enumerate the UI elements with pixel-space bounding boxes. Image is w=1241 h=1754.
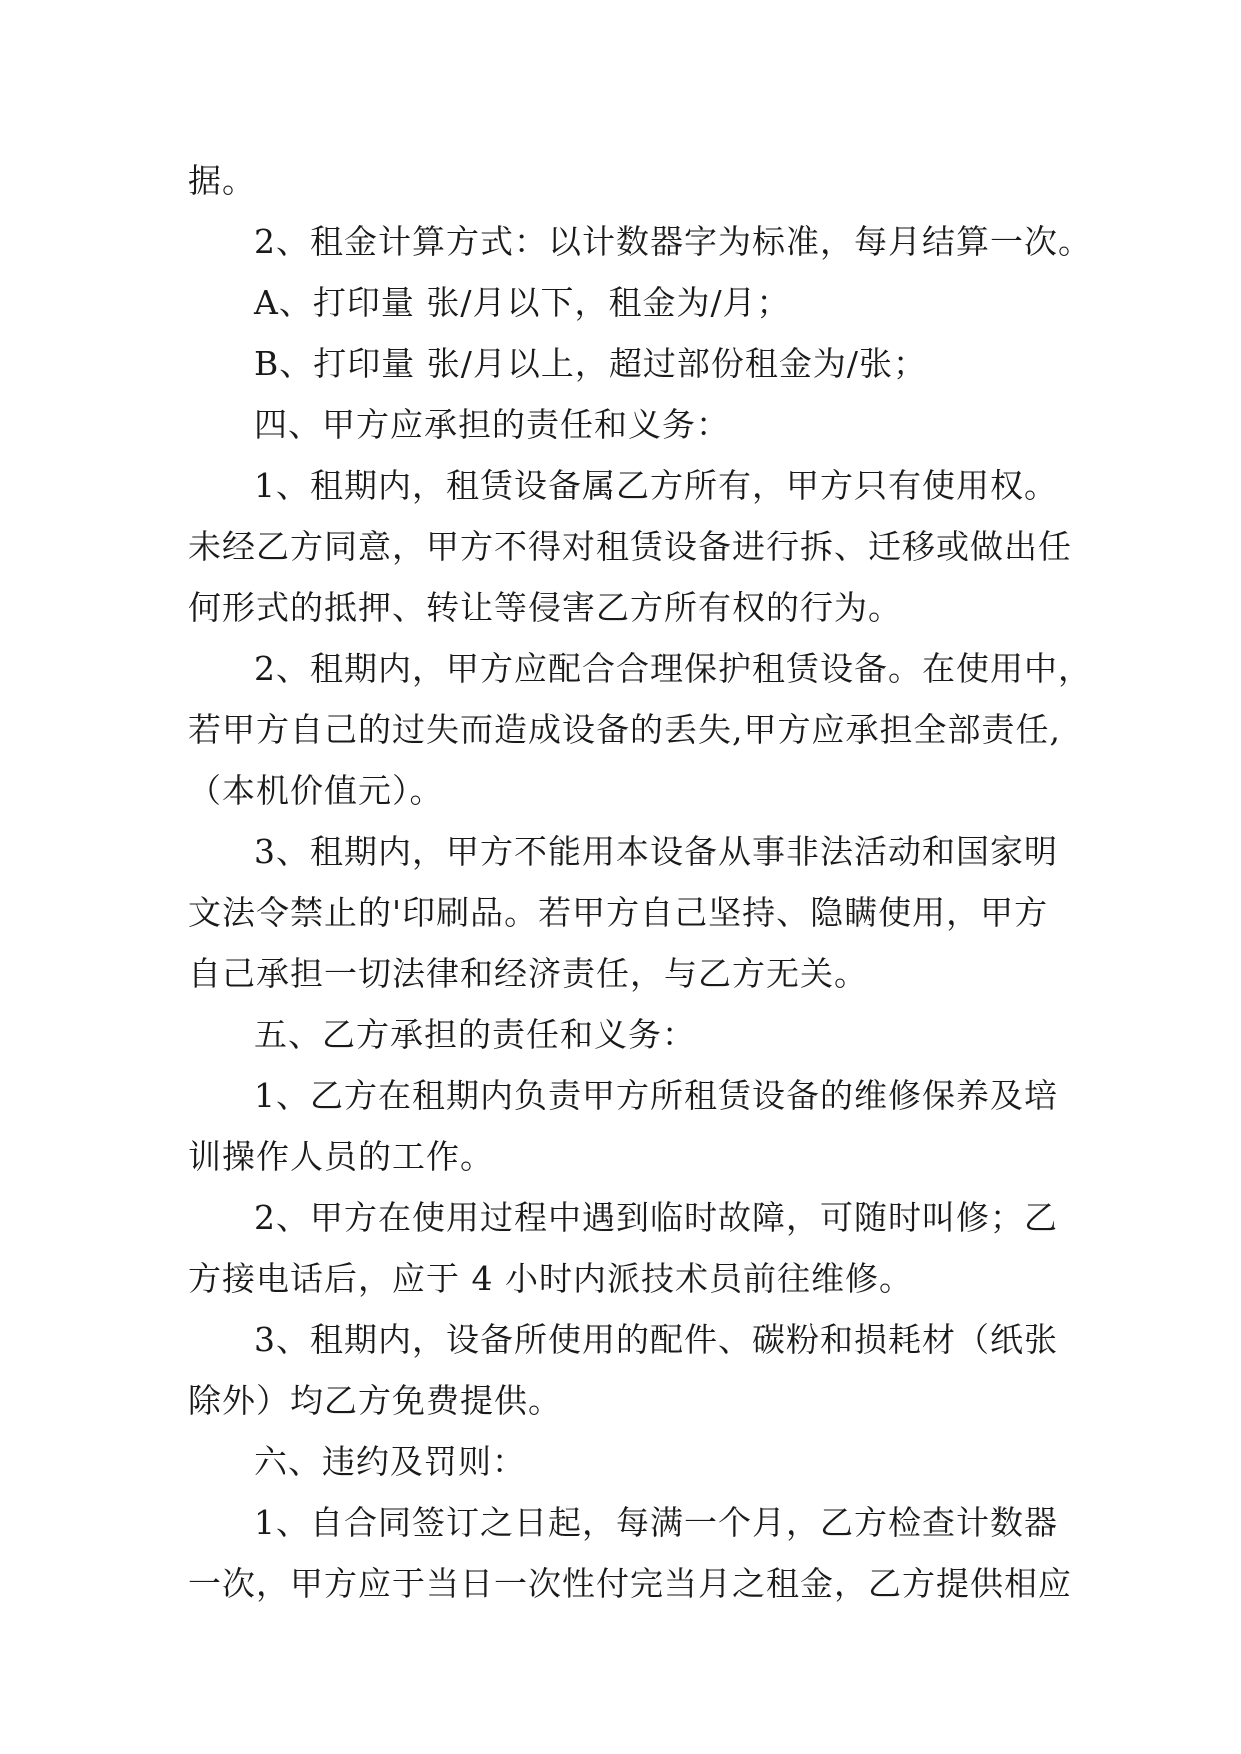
text-line: 若甲方自己的过失而造成设备的丢失,甲方应承担全部责任, [188,710,1061,749]
text-line: 除外）均乙方免费提供。 [188,1381,562,1420]
text-line: B、打印量 张/月以上，超过部份租金为/张； [254,344,927,383]
text-line: 文法令禁止的'印刷品。若甲方自己坚持、隐瞒使用，甲方 [188,893,1049,932]
text-line: 1、自合同签订之日起，每满一个月，乙方检查计数器 [254,1503,1058,1542]
section-heading: 六、违约及罚则： [254,1442,526,1481]
text-line: 2、租期内，甲方应配合合理保护租赁设备。在使用中， [254,649,1092,688]
section-heading: 五、乙方承担的责任和义务： [254,1015,696,1054]
text-line: 一次，甲方应于当日一次性付完当月之租金，乙方提供相应 [188,1564,1072,1603]
text-line: 3、租期内，甲方不能用本设备从事非法活动和国家明 [254,832,1058,871]
text-line: 2、甲方在使用过程中遇到临时故障，可随时叫修；乙 [254,1198,1058,1237]
text-line: 3、租期内，设备所使用的配件、碳粉和损耗材（纸张 [254,1320,1058,1359]
text-line: （本机价值元）。 [188,771,444,810]
text-line: 未经乙方同意，甲方不得对租赁设备进行拆、迁移或做出任 [188,527,1072,566]
text-line: 2、租金计算方式：以计数器字为标准，每月结算一次。 [254,222,1092,261]
document-body [188,150,1092,1614]
text-line: 自己承担一切法律和经济责任，与乙方无关。 [188,954,868,993]
text-line: 据。 [188,161,256,200]
text-line: 1、乙方在租期内负责甲方所租赁设备的维修保养及培 [254,1076,1058,1115]
section-heading: 四、甲方应承担的责任和义务： [254,405,730,444]
text-line: 1、租期内，租赁设备属乙方所有，甲方只有使用权。 [254,466,1058,505]
text-line: 何形式的抵押、转让等侵害乙方所有权的行为。 [188,588,902,627]
text-line: 训操作人员的工作。 [188,1137,494,1176]
text-line: 方接电话后，应于 4 小时内派技术员前往维修。 [188,1259,913,1298]
text-line: A、打印量 张/月以下，租金为/月； [254,283,791,322]
